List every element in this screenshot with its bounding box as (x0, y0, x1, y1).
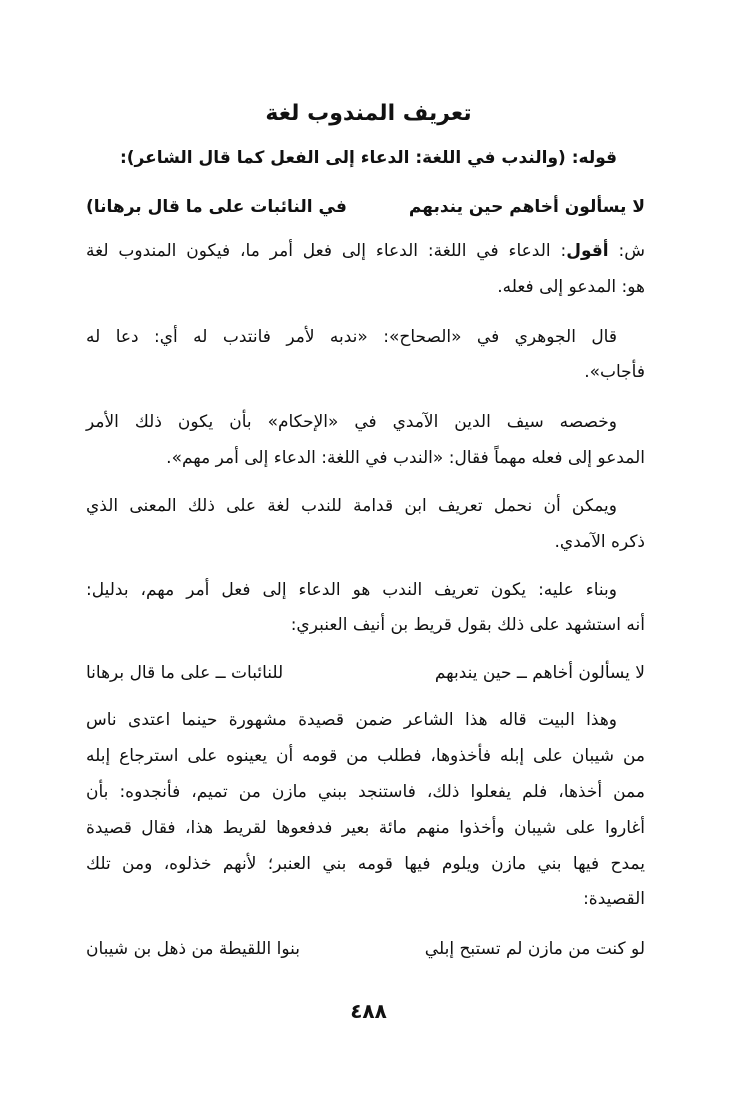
paragraph-4-line-2: ذكره الآمدي. (554, 532, 645, 552)
intro-line: قوله: (والندب في اللغة: الدعاء إلى الفعل كما قال الشاعر): (119, 148, 617, 168)
verse-1-first-hemistich: لا يسألون أخاهم حين يندبهم (408, 197, 645, 217)
paragraph-6-line-3: ممن أخذها، فلم يفعلوا ذلك، فاستنجد ببني مازن من تميم، فأنجدوه: بأن (86, 782, 645, 802)
paragraph-6-line-6: القصيدة: (583, 889, 645, 909)
paragraph-2-line-1: قال الجوهري في «الصحاح»: «ندبه لأمر فانتدب له أي: دعا له (86, 327, 617, 347)
paragraph-1-line-1-text: : الدعاء في اللغة: الدعاء إلى فعل أمر ما، فيكون المندوب لغة (86, 241, 567, 261)
paragraph-3-line-1: وخصصه سيف الدين الآمدي في «الإحكام» بأن يكون ذلك الأمر (86, 412, 617, 432)
verse-1-second-hemistich: في النائبات على ما قال برهانا) (86, 197, 347, 217)
paragraph-6-line-1: وهذا البيت قاله هذا الشاعر ضمن قصيدة مشهورة حينما اعتدى ناس (86, 710, 617, 730)
paragraph-1-keyword: أقول (566, 241, 609, 261)
verse-3-second-hemistich: بنوا اللقيطة من ذهل بن شيبان (86, 939, 301, 959)
verse-2-second-hemistich: للنائبات ــ على ما قال برهانا (86, 663, 284, 683)
paragraph-5-line-1: وبناء عليه: يكون تعريف الندب هو الدعاء إلى فعل أمر مهم، بدليل: (86, 580, 617, 600)
page-number: ٤٨٨ (350, 999, 387, 1023)
page-title: تعريف المندوب لغة (265, 101, 472, 126)
paragraph-1-line-1 (86, 236, 645, 266)
verse-3-first-hemistich: لو كنت من مازن لم تستبح إبلي (424, 939, 645, 959)
paragraph-6-line-2: من شيبان على إبله فأخذوها، فطلب من قومه أن يعينوه على استرجاع إبله (86, 746, 645, 766)
paragraph-6-line-5: يمدح فيها بني مازن ويلوم فيها قومه بني العنبر؛ لأنهم خذلوه، ومن تلك (86, 854, 645, 874)
paragraph-6-line-4: أغاروا على شيبان وأخذوا منهم مائة بعير فدفعوها لقريط هذا، فقال قصيدة (86, 818, 645, 838)
paragraph-1-line-2: هو: المدعو إلى فعله. (497, 277, 645, 297)
paragraph-4-line-1: ويمكن أن نحمل تعريف ابن قدامة للندب لغة على ذلك المعنى الذي (86, 496, 617, 516)
paragraph-5-line-2: أنه استشهد على ذلك بقول قريط بن أنيف العنبري: (290, 615, 645, 635)
verse-2-first-hemistich: لا يسألون أخاهم ــ حين يندبهم (434, 663, 645, 683)
paragraph-3-line-2: المدعو إلى فعله مهماً فقال: «الندب في اللغة: الدعاء إلى أمر مهم». (166, 448, 645, 468)
paragraph-2-line-2: فأجاب». (584, 362, 645, 382)
paragraph-1-lead: ش: (618, 241, 645, 261)
